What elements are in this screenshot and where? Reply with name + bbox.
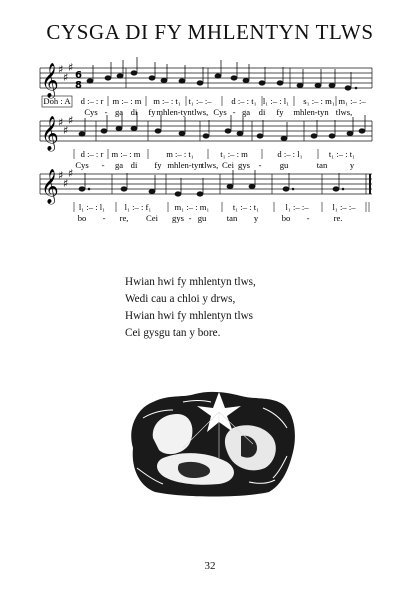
svg-text:♯: ♯	[68, 114, 74, 127]
svg-text:♯: ♯	[63, 177, 69, 190]
verse-line: Hwian hwi fy mhlentyn tlws,	[125, 276, 256, 288]
key-signature-sharps	[58, 61, 73, 84]
lyric-syllable: mhlen-tyn	[167, 160, 203, 170]
lyric-syllable: ga	[114, 160, 124, 170]
key-signature-sharps	[58, 167, 73, 190]
lyric-syllable: -	[102, 213, 106, 223]
solfa-cell: s₁ :– : m₁	[303, 96, 335, 106]
lyric-syllable: tan	[226, 213, 238, 223]
lyric-syllable: tan	[316, 160, 328, 170]
solfa-cell: d :– : l₁	[277, 149, 303, 159]
staff-system-1	[40, 68, 372, 88]
lyric-syllable: -	[306, 213, 310, 223]
solfa-cell: t₁ :– : m	[220, 149, 248, 159]
solfa-cell: d :– : t₁	[231, 96, 257, 106]
solfa-cell: t₁ :– : t₁	[328, 149, 356, 159]
lyric-syllable: gu	[197, 213, 207, 223]
lyric-syllable: re,	[119, 213, 129, 223]
lyric-syllable: -	[258, 160, 262, 170]
svg-text:♯: ♯	[63, 71, 69, 84]
page-number: 32	[204, 560, 216, 572]
solfa-cell: m :– : t₁	[153, 96, 181, 106]
solfa-cell: t₁ :– : t₁	[232, 202, 260, 212]
verse-line: Wedi cau a chloi y drws,	[125, 293, 236, 305]
lyric-syllable: bo	[281, 213, 291, 223]
lyric-syllable: mhlen-tyn	[156, 107, 192, 117]
lyric-syllable: y	[349, 160, 355, 170]
lyrics-system-3	[78, 213, 343, 223]
lyric-syllable: tlws,	[335, 107, 353, 117]
lyric-syllable: bo	[77, 213, 87, 223]
solfa-cell: m :– : m	[111, 149, 141, 159]
notes-system-1	[87, 57, 357, 90]
lyric-syllable: re.	[333, 213, 343, 223]
lyric-syllable: tlws,	[201, 160, 219, 170]
svg-text:♯: ♯	[68, 61, 74, 74]
lyric-syllable: Cys	[75, 160, 89, 170]
lyric-syllable: Cei	[146, 213, 158, 223]
solfa-system-2	[74, 149, 355, 159]
svg-text:♯: ♯	[58, 116, 64, 129]
solfa-cell: m₁ :– :–	[338, 96, 366, 106]
lyric-syllable: fy	[148, 107, 156, 117]
lyric-syllable: fy	[154, 160, 162, 170]
svg-text:♯: ♯	[58, 63, 64, 76]
solfa-cell: l₁ :– : l₁	[262, 96, 290, 106]
treble-clef-icon: 𝄞	[41, 169, 59, 204]
solfa-cell: m₁ :– : m₁	[174, 202, 210, 212]
lyric-syllable: -	[101, 160, 105, 170]
svg-text:♯: ♯	[63, 124, 69, 137]
lyric-syllable: fy	[276, 107, 284, 117]
solfa-cell: m :– : t₁	[166, 149, 194, 159]
lyric-syllable: ga	[114, 107, 124, 117]
key-signature-sharps	[58, 114, 73, 137]
lyric-syllable: -	[232, 107, 236, 117]
lyric-syllable: Cys	[213, 107, 227, 117]
treble-clef-icon: 𝄞	[41, 63, 59, 98]
lyric-syllable: gys	[172, 213, 184, 223]
lyric-syllable: mhlen-tyn	[293, 107, 329, 117]
treble-clef-icon: 𝄞	[41, 116, 59, 151]
solfa-system-3	[74, 202, 369, 212]
solfa-cell: d :– : r	[80, 149, 104, 159]
solfa-cell: l₁ :– : l₁	[78, 202, 106, 212]
solfa-system-1	[81, 96, 367, 106]
lyric-syllable: di	[258, 107, 266, 117]
lyrics-system-1	[84, 107, 352, 117]
solfa-cell: l₁ :– : f₁	[124, 202, 152, 212]
svg-text:6: 6	[75, 70, 82, 81]
solfa-cell: l₁ :– :–	[332, 202, 356, 212]
lyric-syllable: Cei	[222, 160, 234, 170]
lyrics-system-2	[75, 160, 355, 170]
lyric-syllable: gu	[279, 160, 289, 170]
lyric-syllable: gys	[238, 160, 250, 170]
lyric-syllable: y	[253, 213, 259, 223]
verse-line: Hwian hwi fy mhlentyn tlws	[125, 310, 254, 322]
nativity-woodcut-illustration	[123, 388, 299, 498]
lyric-syllable: ga	[241, 107, 251, 117]
lyric-syllable: tlws,	[191, 107, 209, 117]
solfa-cell: t₁ :– :–	[188, 96, 212, 106]
staff-system-3	[40, 174, 372, 194]
verse-line: Cei gysgu tan y bore.	[125, 327, 221, 339]
lyric-syllable: di	[130, 107, 138, 117]
lyric-syllable: di	[130, 160, 138, 170]
music-score	[0, 0, 420, 240]
solfa-cell: l₁ :– :–	[285, 202, 309, 212]
song-title: CYSGA DI FY MHLENTYN TLWS	[46, 20, 374, 44]
solfa-cell: m :– : m	[112, 96, 142, 106]
verse-text	[125, 274, 256, 342]
key-box-label: Doh : A	[43, 96, 71, 106]
solfa-cell: d :– : r	[80, 96, 104, 106]
time-signature	[75, 70, 82, 91]
lyric-syllable: -	[188, 213, 192, 223]
lyric-syllable: Cys	[84, 107, 98, 117]
lyric-syllable: -	[104, 107, 108, 117]
svg-text:♯: ♯	[58, 169, 64, 182]
svg-text:♯: ♯	[68, 167, 74, 180]
svg-text:8: 8	[75, 80, 82, 91]
